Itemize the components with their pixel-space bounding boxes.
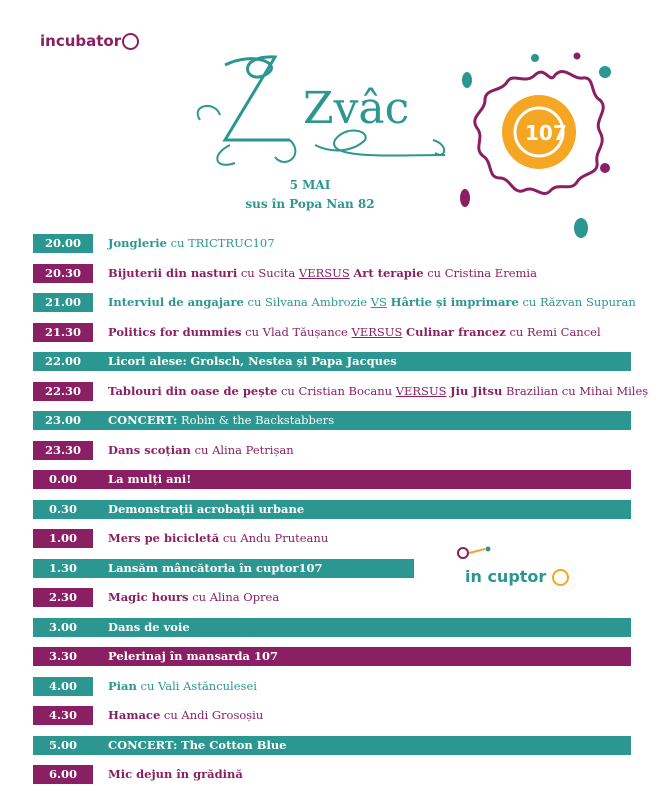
activity: Magic hours xyxy=(108,590,189,604)
activity: Jiu Jitsu xyxy=(450,383,503,398)
time-badge: 23.00 xyxy=(44,413,81,427)
performer: cu Remi Cancel xyxy=(509,324,601,339)
activity: Mers pe bicicletă xyxy=(108,531,220,545)
performer: cu Sucita xyxy=(240,265,296,280)
time-badge: 5.00 xyxy=(48,737,77,752)
schedule-row xyxy=(33,677,631,696)
schedule-row xyxy=(33,323,631,342)
schedule-row xyxy=(33,529,631,548)
time-badge: 4.00 xyxy=(33,677,93,696)
time-badge: 4.30 xyxy=(33,706,93,725)
time-badge: 22.00 xyxy=(44,354,81,368)
time-badge: 3.30 xyxy=(48,649,77,663)
time-badge: 1.00 xyxy=(33,529,93,548)
schedule-row xyxy=(33,411,631,430)
event-place: sus în Popa Nan 82 xyxy=(245,197,375,211)
activity: Art terapie xyxy=(353,265,424,280)
time-badge: 0.30 xyxy=(48,501,77,516)
activity: Lansăm mâncătoria în cuptor107 xyxy=(108,560,323,575)
performer: Brazilian cu Mihai Mileș xyxy=(505,383,649,398)
schedule-row xyxy=(33,352,631,371)
time-badge: 22.30 xyxy=(33,382,93,401)
activity: Hamace xyxy=(108,708,161,722)
schedule-row xyxy=(33,647,631,666)
event-title xyxy=(195,45,455,175)
activity: Dans scoțian xyxy=(108,442,191,457)
sun-badge-icon xyxy=(455,50,615,240)
incubator-logo xyxy=(40,32,139,50)
performer: cu Cristian Bocanu xyxy=(280,383,393,398)
performer: cu Andi Grosoșiu xyxy=(163,708,264,722)
schedule-row xyxy=(33,382,649,401)
schedule-row xyxy=(33,234,631,253)
time-badge: 21.00 xyxy=(33,293,93,312)
performer: Grolsch, Nestea și Papa Jacques xyxy=(190,354,397,368)
schedule-row xyxy=(33,736,631,755)
schedule-row xyxy=(33,293,636,312)
versus-label: VERSUS xyxy=(298,265,350,280)
activity: Hârtie și imprimare xyxy=(390,295,519,309)
connector: cu xyxy=(170,236,185,250)
versus-label: VS xyxy=(370,295,387,309)
performer: cu Andu Pruteanu xyxy=(222,531,329,545)
schedule-row xyxy=(33,618,631,637)
versus-label: VERSUS xyxy=(351,324,403,339)
logo-text: incubator xyxy=(40,32,122,50)
performer: cu Silvana Ambrozie xyxy=(247,295,368,309)
time-badge: 23.30 xyxy=(33,441,93,460)
activity: Pian xyxy=(108,678,137,693)
activity: Mic dejun în grădină xyxy=(108,767,243,781)
schedule-row xyxy=(33,706,631,725)
time-badge: 1.30 xyxy=(48,560,77,575)
activity: Bijuterii din nasturi xyxy=(108,265,238,280)
performer: cu Răzvan Supuran xyxy=(522,295,636,309)
time-badge: 20.00 xyxy=(33,234,93,253)
schedule-list xyxy=(33,234,649,795)
title-swirl-icon xyxy=(195,45,455,175)
performer: cu Alina Petrișan xyxy=(194,442,294,457)
event-date: 5 MAI xyxy=(289,178,331,192)
activity: Pelerinaj în mansarda 107 xyxy=(108,649,278,663)
schedule-row xyxy=(33,441,631,460)
logo-badge-icon xyxy=(122,33,139,50)
activity: Jonglerie xyxy=(108,236,167,250)
time-badge: 21.30 xyxy=(33,323,93,342)
performer: cu Cristina Eremia xyxy=(427,265,537,280)
time-badge: 6.00 xyxy=(33,765,93,784)
activity: Demonstrații acrobații urbane xyxy=(108,501,305,516)
versus-label: VERSUS xyxy=(395,383,447,398)
time-badge: 3.00 xyxy=(48,619,77,634)
schedule-row xyxy=(33,470,631,489)
performer: Robin & the Backstabbers xyxy=(181,413,335,427)
performer: cu Vali Astănculesei xyxy=(140,678,257,693)
schedule-row xyxy=(33,500,631,519)
performer: cu Vlad Tăușance xyxy=(245,324,348,339)
badge-text: 107 xyxy=(525,121,567,145)
schedule-row xyxy=(33,588,631,607)
schedule-row xyxy=(33,264,631,283)
schedule-row xyxy=(33,559,414,578)
activity: Interviul de angajare xyxy=(108,295,244,309)
activity: Dans de voie xyxy=(108,619,190,634)
time-badge: 20.30 xyxy=(33,264,93,283)
activity: La mulți ani! xyxy=(108,472,192,486)
cuptor-text: in cuptor xyxy=(465,567,547,586)
activity: Tablouri din oase de pește xyxy=(108,383,278,398)
title-text: Zvâc xyxy=(303,83,410,134)
performer: The Cotton Blue xyxy=(181,737,287,752)
schedule-row xyxy=(33,765,631,784)
activity: Politics for dummies xyxy=(108,324,242,339)
time-badge: 2.30 xyxy=(33,588,93,607)
performer: cu Alina Oprea xyxy=(192,590,280,604)
activity: Culinar francez xyxy=(405,324,506,339)
time-badge: 0.00 xyxy=(48,472,77,486)
performer: TRICTRUC107 xyxy=(188,236,275,250)
activity: CONCERT: xyxy=(108,737,178,752)
activity: Licori alese: xyxy=(108,354,187,368)
activity: CONCERT: xyxy=(108,413,178,427)
